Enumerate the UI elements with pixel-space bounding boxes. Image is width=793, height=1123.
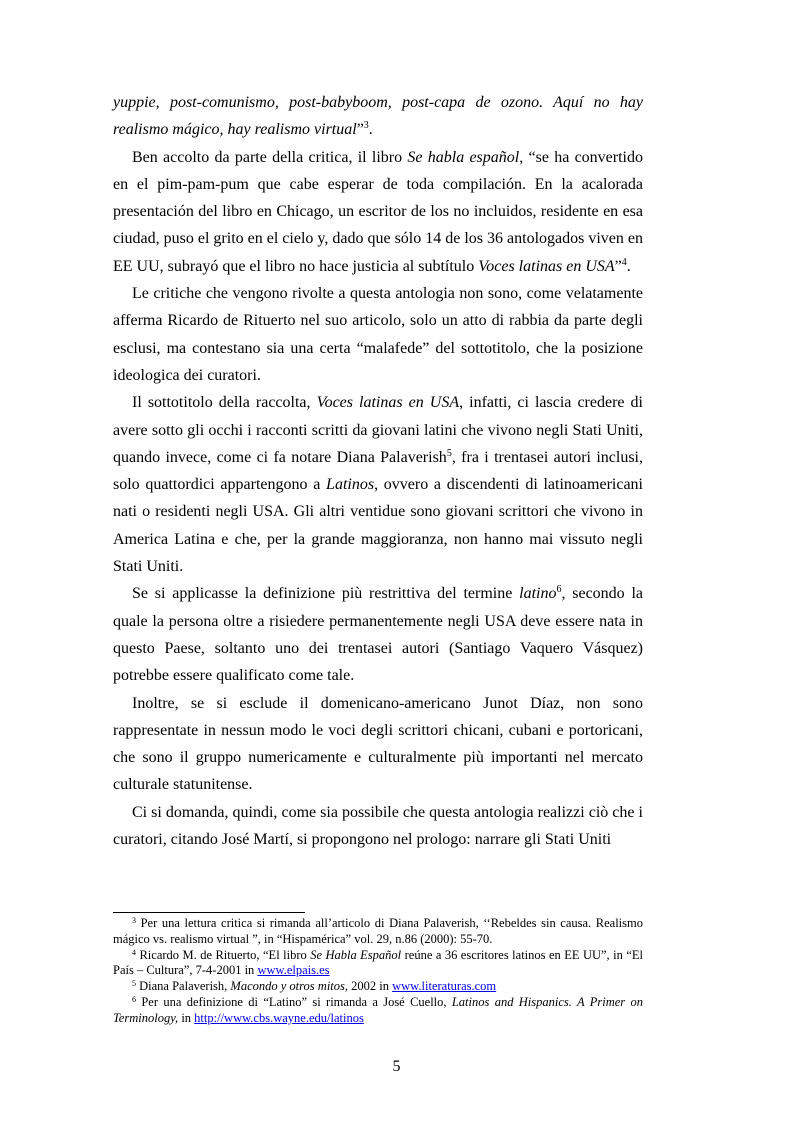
link[interactable]: http://www.cbs.wayne.edu/latinos	[194, 1010, 364, 1025]
footnotes	[113, 916, 643, 1027]
text-run: ”	[356, 121, 364, 139]
page-number: 5	[392, 1058, 401, 1075]
italic-text: Se Habla Español	[310, 947, 402, 962]
italic-text: Latinos and Hispanics. A Primer on Terminology,	[113, 994, 643, 1025]
footnote-ref: 6	[556, 584, 562, 596]
footnote-ref: 3	[363, 120, 369, 132]
text-run: , “se ha convertido en el pim-pam-pum que cabe esperar de toda compilación. En la acalorada presentación del libro en Chicago, un escritor de los no incluidos, residente en esa ciudad, puso el grito en el cielo y, dado que sólo 14 de los 36 antologados viven en EE UU, subrayó que el libro no hace justicia al subtítulo	[113, 148, 643, 275]
text-run: Ci si domanda, quindi, come sia possibile che questa antologia realizzi ciò che i curatori, citando José Martí, si propongono nel prologo: narrare gli Stati Uniti	[113, 803, 643, 849]
text-run: reúne a 36 escritores latinos en EE UU”, in “El País – Cultura”, 7-4-2001 in	[113, 947, 643, 978]
footnote-ref: 5	[132, 979, 136, 989]
footnote-ref: 6	[132, 994, 136, 1004]
text-run: , secondo la quale la persona oltre a risiedere permanentemente negli USA deve essere nata in questo Paese, soltanto uno dei trentasei autori (Santiago Vaquero Vásquez) potrebbe essere qualificato come tale.	[113, 585, 644, 685]
italic-text: yuppie, post-comunismo, post-babyboom, post-capa de ozono. Aquí no hay realismo mágico, hay realismo virtual	[113, 94, 643, 139]
italic-text: Voces latinas en USA	[316, 394, 460, 412]
footnote-6	[113, 995, 643, 1027]
italic-text: Se habla español	[407, 148, 520, 166]
footnote-separator	[113, 912, 305, 913]
para-le-critiche	[113, 280, 643, 389]
footnote-5	[113, 979, 643, 995]
para-continued	[113, 89, 643, 144]
para-inoltre	[113, 690, 643, 799]
footnote-ref: 4	[132, 947, 136, 957]
link[interactable]: www.elpais.es	[257, 963, 330, 978]
footnote-ref: 3	[132, 916, 136, 925]
footnote-4	[113, 948, 643, 980]
text-run: Ben accolto da parte della critica, il libro	[132, 148, 408, 166]
body-text	[113, 89, 643, 853]
text-run: in	[178, 1010, 195, 1025]
text-run: , infatti, ci lascia credere di avere sotto gli occhi i racconti scritti da giovani latini che vivono negli Stati Uniti, quando invece, come ci fa notare Diana Palaverish	[113, 394, 644, 466]
para-ci-si-domanda	[113, 799, 643, 854]
footnote-ref: 4	[621, 256, 627, 268]
text-run: .	[368, 121, 373, 139]
text-run: Se si applicasse la definizione più restrittiva del termine	[132, 585, 520, 603]
link[interactable]: www.literaturas.com	[392, 979, 497, 994]
para-se-si-applicasse	[113, 580, 643, 689]
text-run: Ricardo M. de Rituerto, “El libro	[136, 947, 311, 962]
text-run: 2002 in	[348, 979, 393, 994]
italic-text: latino	[519, 585, 557, 603]
italic-text: Voces latinas en USA	[478, 257, 615, 275]
text-run: ”	[614, 257, 622, 275]
footnote-3	[113, 916, 643, 948]
italic-text: Latinos	[326, 476, 375, 494]
italic-text: Macondo y otros mitos,	[230, 979, 349, 994]
para-il-sottotitolo	[113, 389, 643, 580]
text-run: Il sottotitolo della raccolta,	[132, 394, 317, 412]
text-run: Per una definizione di “Latino” si rimanda a José Cuello,	[136, 994, 452, 1009]
text-run: Inoltre, se si esclude il domenicano-americano Junot Díaz, non sono rappresentate in nessun modo le voci degli scrittori chicani, cubani e portoricani, che sono il gruppo numericamente e culturalmente più importanti nel mercato culturale statunitense.	[113, 694, 643, 794]
text-run: Diana Palaverish,	[136, 979, 231, 994]
text-run: Le critiche che vengono rivolte a questa antologia non sono, come velatamente afferma Ricardo de Rituerto nel suo articolo, solo un atto di rabbia da parte degli esclusi, ma contestano sia una certa “malafede” del sottotitolo, che la posizione ideologica dei curatori.	[113, 285, 643, 384]
text-run: , fra i trentasei autori inclusi, solo quattordici appartengono a	[113, 448, 643, 494]
footnote-ref: 5	[446, 447, 452, 459]
para-ben-accolto	[113, 144, 643, 280]
text-run: , ovvero a discendenti di latinoamericani nati o residenti negli USA. Gli altri ventidue sono giovani scrittori che vivono in America Latina e che, per la grande maggioranza, non hanno mai vissuto negli Stati Uniti.	[113, 476, 643, 576]
text-run: Per una lettura critica si rimanda all’articolo di Diana Palaverish, ‘‘Rebeldes sin causa. Realismo mágico vs. realismo virtual ”, in “Hispamérica” vol. 29, n.86 (2000): 55-70.	[113, 916, 643, 946]
text-run: .	[626, 257, 631, 275]
